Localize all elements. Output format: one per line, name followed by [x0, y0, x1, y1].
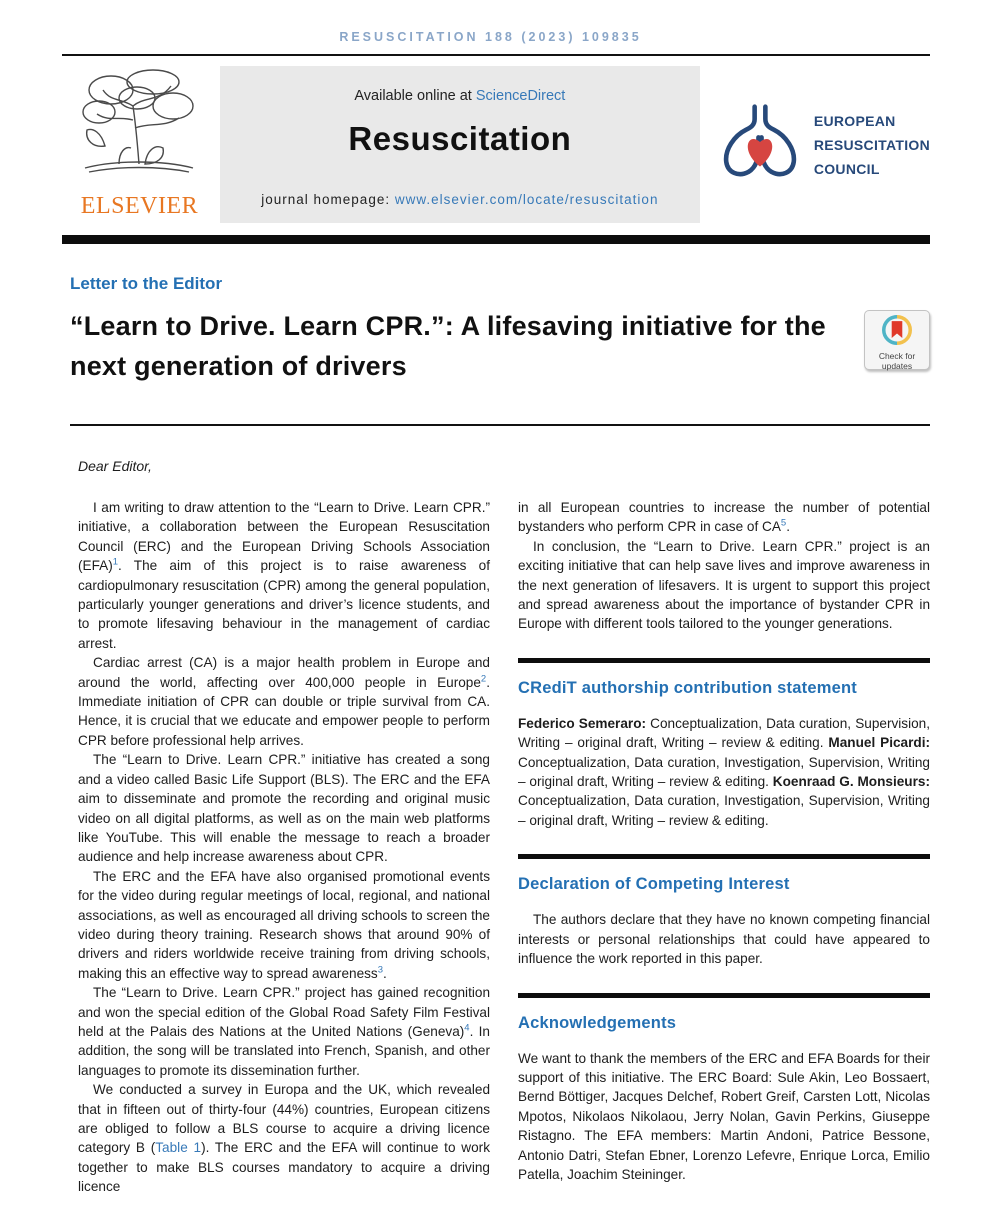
body-text: ). The ERC and the EFA will continue to work together to make BLS courses mandatory to acquire a driving licence	[78, 1140, 490, 1195]
crossmark-icon	[882, 315, 912, 350]
body-text: . The aim of this project is to raise awareness of cardiopulmonary resuscitation (CPR) among the general population, particularly younger generations and driver’s licence students, and to promote lifesaving behaviour in the management of cardiac arrest.	[78, 558, 490, 651]
body-text: Conceptualization, Data curation, Investigation, Supervision, Writing – original draft, Writing – review & editing.	[518, 793, 930, 828]
erc-name	[814, 109, 930, 181]
erc-logo	[700, 66, 930, 223]
body-text: The “Learn to Drive. Learn CPR.” initiative has created a song and a video called Basic Life Support (BLS). The ERC and the EFA aim to disseminate and promote the recording and original music video on all digital platforms, as well as on the main web platforms like YouTube. This will enable the message to reach a broader audience and help increase awareness about CPR.	[78, 752, 490, 865]
section-body-credit	[518, 714, 930, 830]
homepage-label: journal homepage:	[261, 192, 391, 207]
paragraph	[518, 1049, 930, 1185]
section-heading-credit: CRediT authorship contribution statement	[518, 678, 857, 697]
reference-superscript[interactable]: 2	[480, 673, 487, 685]
section-competing-interest	[518, 854, 930, 968]
body-text: I am writing to draw attention to the “Learn to Drive. Learn CPR.” initiative, a collaboration between the European Resuscitation Council (ERC) and the European Driving Schools Association (EFA)	[78, 500, 490, 574]
elsevier-tree-icon	[75, 68, 203, 191]
masthead	[62, 66, 930, 223]
available-online-label: Available online at	[354, 88, 472, 104]
body-text: Conceptualization, Data curation, Investigation, Supervision, Writing – original draft, Writing – review & editing.	[518, 754, 930, 790]
body-text: We want to thank the members of the ERC and EFA Boards for their support of this initiative. The ERC Board: Sule Akin, Leo Bossaert, Bernd Böttiger, Jacques Delchef, Robert Greif, Carsten Lott, Nicolas Mpotos, Nikolaos Nikolaou, Jerry Nolan, Gavin Perkins, Giuseppe Ristagno. The EFA members: Martin Andoni, Patrice Bessone, Antonio Datri, Stefan Ebner, Lorenzo Lefevre, Enrique Lorca, Emilio Patella, Joachim Steininger.	[518, 1050, 930, 1182]
available-online-line	[230, 88, 690, 104]
table-link[interactable]: Table 1	[155, 1140, 202, 1156]
paragraph	[78, 983, 490, 1080]
check-for-updates-caption: Check for updates	[878, 351, 916, 371]
journal-banner	[220, 66, 700, 223]
section-heading-acknowledgements: Acknowledgements	[518, 1013, 677, 1032]
section-acknowledgements	[518, 993, 930, 1185]
paragraph	[78, 750, 490, 866]
body-text: Conceptualization, Data curation, Supervision, Writing – original draft, Writing – review & editing.	[518, 715, 931, 751]
reference-superscript[interactable]: 3	[377, 964, 384, 976]
body-text: In conclusion, the “Learn to Drive. Learn CPR.” project is an exciting initiative that can help save lives and improve awareness in the next generation of lifesavers. It is urgent to support this project and spread awareness about the importance of bystander CPR in Europe with different tools tailored to the younger generations.	[518, 538, 930, 632]
paragraph	[518, 910, 930, 968]
right-column-intro	[518, 498, 930, 634]
section-rule	[518, 993, 930, 998]
body-text: We conducted a survey in Europa and the UK, which revealed that in fifteen out of thirty-four (44%) countries, European citizens are obliged to follow a BLS course to acquire a driving licence category B (	[78, 1082, 490, 1156]
section-rule	[518, 658, 930, 663]
body-text: . Immediate initiation of CPR can double or triple survival from CA. Hence, it is crucial that we educate and empower people to perform CPR before professional help arrives.	[78, 674, 490, 748]
erc-name-line2: RESUSCITATION	[813, 136, 930, 153]
paragraph	[518, 498, 930, 537]
paragraph	[78, 867, 490, 983]
erc-lungs-heart-icon	[714, 100, 806, 189]
author-name: Koenraad G. Monsieurs:	[772, 774, 930, 790]
sciencedirect-link[interactable]: ScienceDirect	[475, 88, 566, 104]
reference-superscript[interactable]: 1	[112, 556, 119, 568]
check-for-updates-badge[interactable]	[864, 310, 930, 370]
paragraph	[78, 498, 490, 653]
erc-name-line3: COUNCIL	[813, 160, 880, 177]
title-divider	[70, 424, 930, 426]
two-column-body	[78, 498, 930, 1197]
elsevier-wordmark: ELSEVIER	[80, 193, 199, 219]
body-text: .	[786, 519, 790, 535]
paragraph	[78, 653, 490, 750]
paragraph	[518, 537, 930, 634]
author-name: Manuel Picardi:	[828, 735, 931, 751]
homepage-line	[230, 192, 690, 207]
journal-reference-line: RESUSCITATION 188 (2023) 109835	[339, 30, 642, 44]
elsevier-logo[interactable]	[62, 66, 217, 223]
body-text: Cardiac arrest (CA) is a major health problem in Europe and around the world, affecting over 400,000 people in Europe	[78, 655, 490, 690]
section-heading-competing-interest: Declaration of Competing Interest	[518, 875, 790, 894]
salutation: Dear Editor,	[78, 458, 152, 474]
body-text: The ERC and the EFA have also organised promotional events for the video during regular meetings of local, regional, and national associations, as well as encouraged all driving schools to screen the video during theory training. Research shows that around 90% of drivers and riders worldwide receive training from driving schools, making this an effective way to spread awareness	[78, 868, 490, 981]
left-column-text	[78, 498, 490, 1197]
left-column	[78, 498, 490, 1197]
reference-superscript[interactable]: 5	[780, 517, 787, 529]
erc-name-line1: EUROPEAN	[813, 112, 896, 129]
paragraph	[78, 1080, 490, 1196]
body-text: in all European countries to increase the number of potential bystanders who perform CPR in case of CA	[518, 500, 930, 535]
article-title: “Learn to Drive. Learn CPR.”: A lifesaving initiative for the next generation of drivers	[70, 311, 826, 381]
paragraph	[518, 714, 930, 830]
section-rule	[518, 854, 930, 859]
right-column	[518, 498, 930, 1197]
section-credit	[518, 658, 930, 830]
header-divider	[62, 54, 930, 56]
body-text: .	[383, 965, 387, 981]
homepage-url-link[interactable]: www.elsevier.com/locate/resuscitation	[394, 192, 659, 207]
body-text: . In addition, the song will be translated into French, Spanish, and other languages to promote its dissemination further.	[78, 1023, 490, 1078]
reference-superscript[interactable]: 4	[464, 1022, 470, 1034]
author-name: Federico Semeraro:	[518, 715, 647, 731]
body-text: The authors declare that they have no known competing financial interests or personal relationships that could have appeared to influence the work reported in this paper.	[518, 912, 930, 967]
article-type-label: Letter to the Editor	[70, 274, 223, 293]
body-text: The “Learn to Drive. Learn CPR.” project has gained recognition and won the special edition of the Global Road Safety Film Festival held at the Palais des Nations at the United Nations (Geneva)	[78, 985, 490, 1039]
section-body-competing-interest	[518, 910, 930, 968]
section-body-acknowledgements	[518, 1049, 930, 1185]
masthead-bottom-bar	[62, 235, 930, 244]
journal-title: Resuscitation	[348, 120, 572, 157]
